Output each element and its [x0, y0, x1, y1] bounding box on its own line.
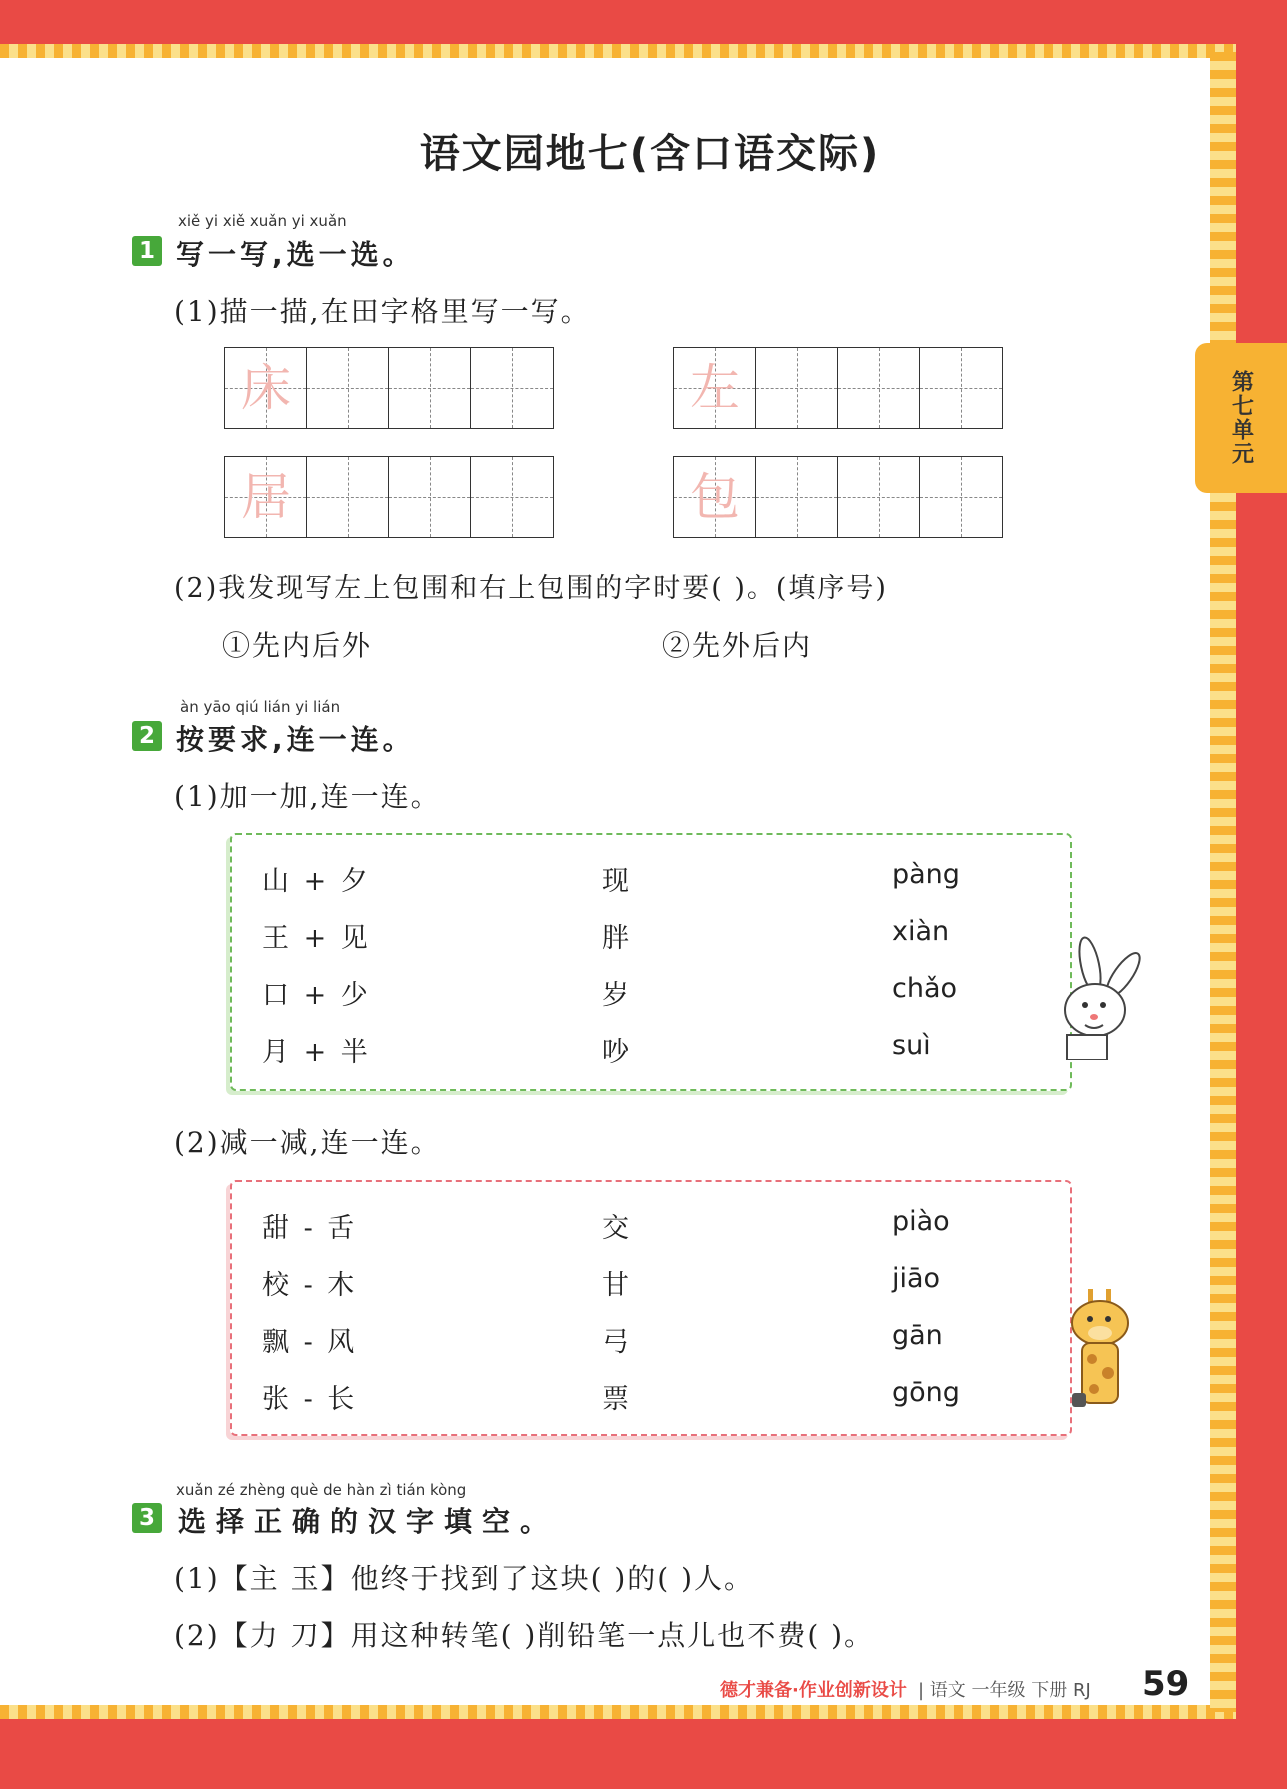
q3-heading: 选择正确的汉字填空。	[178, 1505, 559, 1538]
match-left[interactable]: 山 + 夕	[262, 866, 371, 897]
match-middle[interactable]: 票	[602, 1384, 629, 1415]
q3-pinyin: xuǎn zé zhèng què de hàn zì tián kòng	[176, 1481, 467, 1499]
grid-cell[interactable]	[471, 348, 553, 428]
giraffe-illustration	[1060, 1285, 1140, 1415]
match-left[interactable]: 口 + 少	[262, 980, 371, 1011]
match-middle[interactable]: 胖	[602, 923, 629, 954]
match-middle[interactable]: 现	[602, 866, 629, 897]
grid-cell[interactable]	[920, 457, 1002, 537]
q1-number: 1	[132, 236, 162, 266]
q1-option2[interactable]: ②先外后内	[662, 629, 813, 662]
grid-cell[interactable]	[471, 457, 553, 537]
grid-cell-trace[interactable]	[674, 457, 756, 537]
footer-info: | 语文 一年级 下册 RJ	[918, 1680, 1091, 1701]
match-middle[interactable]: 交	[602, 1213, 629, 1244]
grid-cell[interactable]	[389, 457, 471, 537]
page-title: 语文园地七(含口语交际)	[419, 131, 881, 177]
unit-tab: 第七单元	[1195, 343, 1287, 493]
match-right[interactable]: chǎo	[892, 973, 958, 1004]
match-left[interactable]: 飘 - 风	[262, 1327, 358, 1358]
q2-number: 2	[132, 721, 162, 751]
match-left[interactable]: 甜 - 舌	[262, 1213, 358, 1244]
match-right[interactable]: xiàn	[892, 916, 950, 947]
grid-cell[interactable]	[389, 348, 471, 428]
grid-cell[interactable]	[756, 348, 838, 428]
grid-cell-trace[interactable]	[225, 348, 307, 428]
match-middle[interactable]: 吵	[602, 1037, 629, 1068]
q3-number: 3	[132, 1503, 162, 1533]
grid-cell[interactable]	[838, 457, 920, 537]
q1-sub2: (2)我发现写左上包围和右上包围的字时要( )。(填序号)	[174, 573, 888, 604]
grid-cell[interactable]	[838, 348, 920, 428]
grid-cell[interactable]	[756, 457, 838, 537]
match-left[interactable]: 王 + 见	[262, 923, 371, 954]
match-left[interactable]: 张 - 长	[262, 1384, 358, 1415]
match-middle[interactable]: 弓	[602, 1327, 629, 1358]
match-left[interactable]: 月 + 半	[262, 1037, 371, 1068]
tianzige-grid-3	[224, 456, 554, 538]
match-middle[interactable]: 甘	[602, 1270, 629, 1301]
match-right[interactable]: gān	[892, 1320, 943, 1351]
grid-cell-trace[interactable]	[225, 457, 307, 537]
trace-char: 居	[241, 468, 291, 526]
grid-cell-trace[interactable]	[674, 348, 756, 428]
rabbit-illustration	[1055, 935, 1155, 1060]
match-right[interactable]: piào	[892, 1206, 950, 1237]
tianzige-grid-4	[673, 456, 1003, 538]
match-left[interactable]: 校 - 木	[262, 1270, 358, 1301]
match-right[interactable]: pàng	[892, 859, 960, 890]
grid-cell[interactable]	[307, 348, 389, 428]
bottom-wave-border	[0, 1705, 1236, 1719]
q1-pinyin: xiě yi xiě xuǎn yi xuǎn	[178, 212, 347, 230]
q2-sub2: (2)减一减,连一连。	[174, 1126, 441, 1159]
subtract-match-box	[230, 1180, 1072, 1436]
match-right[interactable]: suì	[892, 1030, 931, 1061]
tianzige-grid-1	[224, 347, 554, 429]
q1-heading: 写一写,选一选。	[176, 238, 415, 271]
right-wave-border	[1210, 52, 1236, 1712]
trace-char: 包	[690, 468, 740, 526]
footer-brand: 德才兼备·作业创新设计	[720, 1680, 907, 1701]
q2-sub1: (1)加一加,连一连。	[174, 780, 441, 813]
trace-char: 床	[241, 359, 291, 417]
q2-pinyin: àn yāo qiú lián yi lián	[180, 698, 341, 716]
q3-line2: (2)【力 刀】用这种转笔( )削铅笔一点儿也不费( )。	[174, 1619, 875, 1652]
match-right[interactable]: jiāo	[892, 1263, 941, 1294]
match-middle[interactable]: 岁	[602, 980, 629, 1011]
trace-char: 左	[690, 359, 740, 417]
grid-cell[interactable]	[307, 457, 389, 537]
top-wave-border	[0, 44, 1236, 58]
q1-option1[interactable]: ①先内后外	[222, 629, 373, 662]
page-number: 59	[1142, 1664, 1190, 1704]
grid-cell[interactable]	[920, 348, 1002, 428]
q1-sub1: (1)描一描,在田字格里写一写。	[174, 295, 591, 328]
match-right[interactable]: gōng	[892, 1377, 960, 1408]
q3-line1: (1)【主 玉】他终于找到了这块( )的( )人。	[174, 1562, 755, 1595]
tianzige-grid-2	[673, 347, 1003, 429]
add-match-box	[230, 833, 1072, 1091]
q2-heading: 按要求,连一连。	[176, 723, 415, 756]
